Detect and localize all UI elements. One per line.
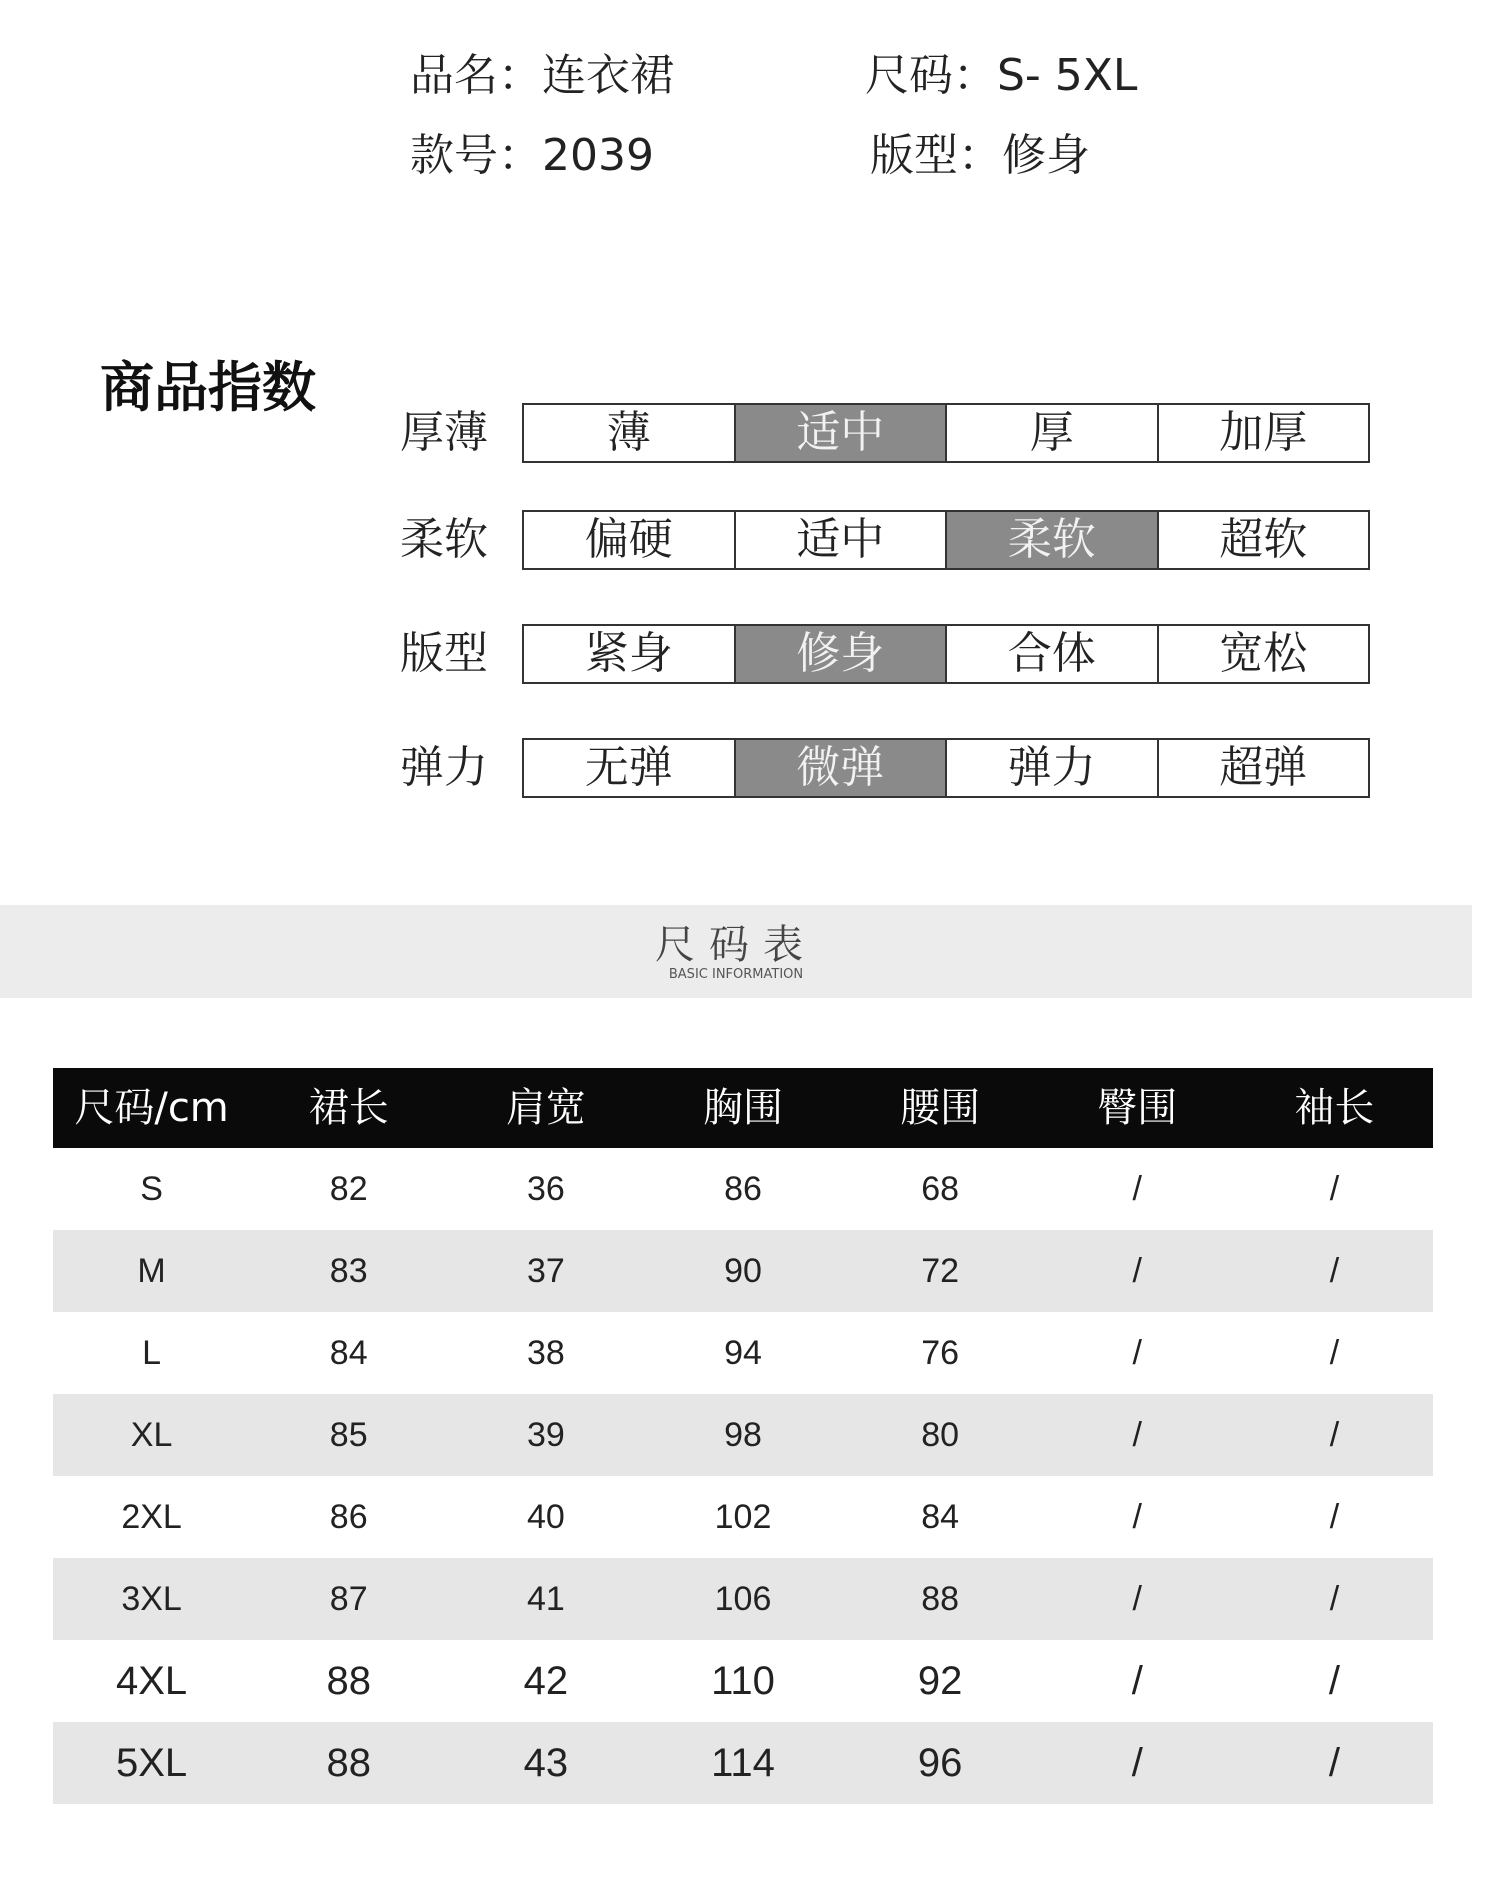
index-option: 厚 [945,405,1157,461]
index-option-group [522,403,1370,463]
index-option-selected: 适中 [734,405,946,461]
measure-cell: 94 [724,1333,762,1372]
index-option: 偏硬 [584,514,673,565]
measure-cell: / [1131,1658,1143,1703]
measure-cell: 114 [711,1740,775,1785]
measure-cell: 96 [917,1740,963,1785]
index-row-label: 版型 [400,628,488,679]
measure-cell: / [1132,1579,1142,1618]
measure-cell: / [1329,1579,1340,1618]
measure-cell: 72 [921,1251,960,1290]
size-cell: 2XL [121,1497,182,1536]
index-option-selected: 柔软 [945,512,1157,568]
index-row-label: 厚薄 [400,407,488,458]
measure-cell: 84 [921,1497,960,1536]
index-option: 薄 [606,407,651,458]
measure-cell: 85 [329,1415,368,1454]
table-header-cell: 裙长 [308,1085,389,1131]
measure-cell: 92 [917,1658,963,1703]
measure-cell: / [1132,1251,1142,1290]
measure-cell: / [1328,1658,1340,1703]
measure-cell: 84 [329,1333,368,1372]
measure-cell: 90 [724,1251,762,1290]
measure-cell: / [1132,1497,1142,1536]
size-chart-banner [0,905,1472,998]
table-body [53,1148,1433,1804]
index-option-group [522,510,1370,570]
table-header-cell: 臀围 [1097,1085,1178,1131]
index-option: 加厚 [1157,405,1369,461]
measure-cell: / [1329,1415,1340,1454]
measure-cell: / [1132,1415,1142,1454]
index-row [400,403,1380,463]
size-cell: 3XL [121,1579,182,1618]
measure-cell: 102 [714,1497,772,1536]
index-option-selected: 微弹 [734,740,946,796]
size-table [53,1068,1433,1804]
measure-cell: / [1328,1740,1340,1785]
measure-cell: 39 [526,1415,565,1454]
index-row-label: 柔软 [400,514,488,565]
size-cell: XL [130,1415,173,1454]
table-row [53,1394,1433,1476]
measure-cell: 82 [329,1169,368,1208]
measure-cell: / [1329,1169,1340,1208]
size-range: 尺码：S- 5XL [865,50,1138,101]
index-option: 适中 [734,512,946,568]
measure-cell: 38 [526,1333,565,1372]
measure-cell: 106 [714,1579,772,1618]
fit-type: 版型：修身 [870,130,1090,181]
measure-cell: 41 [526,1579,565,1618]
measure-cell: 36 [526,1169,565,1208]
table-row [53,1640,1433,1722]
measure-cell: 88 [921,1579,960,1618]
index-row [400,510,1380,570]
size-cell: 5XL [115,1740,188,1785]
size-chart-title: 尺码表 [655,922,817,968]
measure-cell: 83 [329,1251,368,1290]
measure-cell: 110 [711,1658,775,1703]
size-chart-subtitle: BASIC INFORMATION [668,967,804,982]
index-option: 紧身 [584,628,673,679]
index-option-group [522,624,1370,684]
measure-cell: 87 [329,1579,368,1618]
index-option-group [522,738,1370,798]
size-cell: S [140,1169,163,1208]
index-option: 超软 [1157,512,1369,568]
measure-cell: 86 [724,1169,762,1208]
measure-cell: 68 [921,1169,960,1208]
measure-cell: 80 [921,1415,960,1454]
measure-cell: 88 [326,1658,371,1703]
table-row [53,1230,1433,1312]
table-row [53,1312,1433,1394]
size-cell: 4XL [115,1658,188,1703]
index-option: 宽松 [1157,626,1369,682]
measure-cell: 43 [523,1740,569,1785]
index-option: 弹力 [945,740,1157,796]
table-row [53,1476,1433,1558]
table-header-cell: 袖长 [1294,1085,1375,1131]
size-cell: L [142,1333,162,1372]
index-section-title: 商品指数 [100,356,316,419]
table-header-cell: 肩宽 [505,1085,586,1131]
measure-cell: 76 [921,1333,960,1372]
table-header [53,1068,1433,1148]
table-header-cell: 尺码/cm [74,1085,229,1131]
measure-cell: / [1131,1740,1143,1785]
table-header-cell: 胸围 [702,1085,783,1131]
measure-cell: 98 [724,1415,762,1454]
measure-cell: / [1329,1251,1340,1290]
style-number: 款号：2039 [410,130,654,181]
measure-cell: 88 [326,1740,371,1785]
index-option: 无弹 [584,742,673,793]
measure-cell: / [1329,1333,1340,1372]
index-row [400,738,1380,798]
table-row [53,1148,1433,1230]
table-header-cell: 腰围 [900,1085,981,1131]
measure-cell: 40 [526,1497,565,1536]
measure-cell: / [1132,1169,1142,1208]
measure-cell: / [1329,1497,1340,1536]
table-row [53,1722,1433,1804]
measure-cell: 42 [523,1658,569,1703]
measure-cell: 86 [329,1497,368,1536]
size-cell: M [137,1251,166,1290]
index-option-selected: 修身 [734,626,946,682]
index-option: 超弹 [1157,740,1369,796]
index-row-label: 弹力 [400,742,488,793]
table-row [53,1558,1433,1640]
measure-cell: / [1132,1333,1142,1372]
product-name: 品名：连衣裙 [410,50,674,101]
index-row [400,624,1380,684]
index-option: 合体 [945,626,1157,682]
measure-cell: 37 [526,1251,565,1290]
